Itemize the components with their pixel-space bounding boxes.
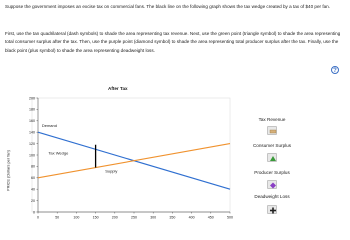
deadweight-loss-label: Deadweight Loss: [254, 194, 290, 199]
y-tick-label: 0: [33, 210, 35, 215]
deadweight-loss-tool[interactable]: [267, 205, 277, 214]
y-tick-label: 140: [29, 130, 35, 135]
question-instructions: First, use the tan quadrilateral (dash symbols) to shade the area representing tax revenue. Next, use the green point (triangle symbol) to shade the area representing total consumer surplus after the tax. Then, use the purple point (diamond symbol) to shade the area representing total producer surplus after the tax. Finally, use the black point (plus symbol) to shade the area representing deadweight loss.: [5, 31, 341, 53]
x-tick-label: 400: [188, 215, 195, 220]
x-tick-label: 0: [37, 215, 39, 220]
y-tick-label: 80: [31, 164, 35, 169]
y-tick-label: 200: [29, 96, 35, 101]
x-tick-label: 250: [131, 215, 137, 220]
y-tick-label: 20: [31, 198, 35, 203]
producer-surplus-label: Producer Surplus: [254, 170, 290, 175]
x-tick-label: 150: [92, 215, 99, 220]
tax-revenue-tool[interactable]: [267, 126, 277, 135]
x-tick-label: 350: [169, 215, 176, 220]
y-tick-label: 60: [31, 176, 35, 181]
question-intro: Suppose the government imposes an excise tax on commercial fans. The black line on the following graph shows the tax wedge created by a tax of $40 per fan.: [5, 4, 330, 9]
y-tick-label: 100: [29, 153, 35, 158]
x-tick-label: 450: [207, 215, 214, 220]
tax-revenue-label: Tax Revenue: [258, 117, 286, 122]
help-icon[interactable]: ?: [331, 66, 339, 74]
x-tick-label: 100: [73, 215, 80, 220]
x-tick-label: 300: [150, 215, 157, 220]
y-tick-label: 120: [29, 141, 35, 146]
supply-label: Supply: [105, 168, 118, 174]
chart-title: After Tax: [108, 86, 128, 91]
tax-wedge-label: Tax Wedge: [48, 150, 69, 156]
x-tick-label: 200: [111, 215, 118, 220]
consumer-surplus-tool[interactable]: [267, 153, 277, 162]
consumer-surplus-label: Consumer Surplus: [252, 143, 292, 148]
y-tick-label: 40: [31, 187, 35, 192]
dash-icon: [268, 127, 278, 136]
y-axis-label: PRICE (Dollars per fan): [5, 150, 11, 191]
demand-label: Demand: [41, 123, 57, 129]
y-tick-label: 180: [29, 107, 35, 112]
diamond-icon: [268, 181, 278, 190]
triangle-icon: [268, 154, 278, 163]
x-tick-label: 500: [227, 215, 233, 220]
y-tick-label: 160: [29, 119, 35, 124]
producer-surplus-tool[interactable]: [267, 180, 277, 189]
plus-icon: [268, 206, 278, 215]
supply-curve: [38, 144, 230, 178]
x-tick-label: 50: [55, 215, 60, 220]
